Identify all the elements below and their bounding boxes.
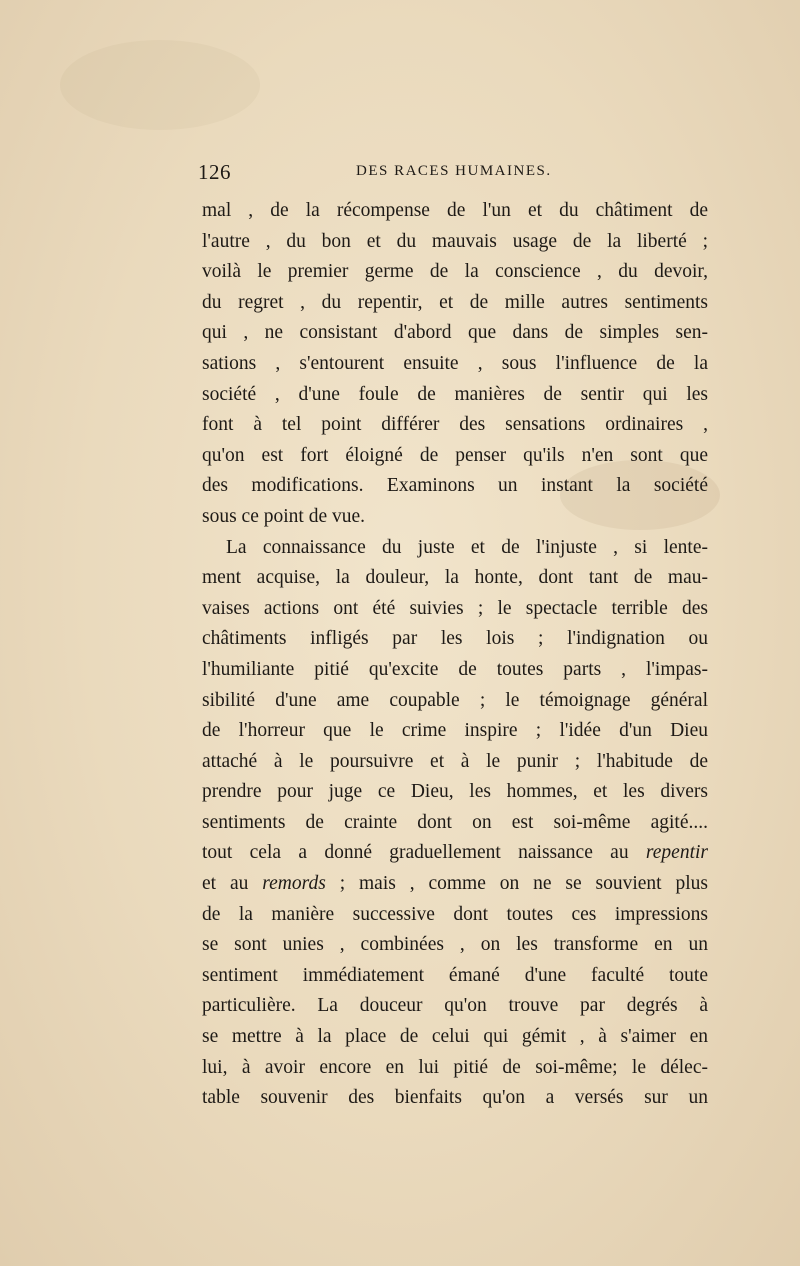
- text-line: ment acquise, la douleur, la honte, dont tant de mau-: [202, 567, 708, 589]
- text-line: sations , s'entourent ensuite , sous l'influence de la: [202, 352, 708, 374]
- text-line-with-italic: [202, 838, 708, 869]
- text-line: de la manière successive dont toutes ces impressions: [202, 903, 708, 925]
- italic-word-repentir: repentir: [645, 842, 708, 864]
- text-line: prendre pour juge ce Dieu, les hommes, et les divers: [202, 781, 708, 803]
- running-head: [198, 160, 708, 188]
- text-line: table souvenir des bienfaits qu'on a versés sur un: [202, 1087, 708, 1109]
- text-line: voilà le premier germe de la conscience , du devoir,: [202, 261, 708, 283]
- body-text: [202, 196, 708, 1114]
- text-line: se mettre à la place de celui qui gémit , à s'aimer en: [202, 1026, 708, 1048]
- italic-word-remords: remords: [262, 873, 326, 895]
- text-line: châtiments infligés par les lois ; l'indignation ou: [202, 628, 708, 650]
- text-line: particulière. La douceur qu'on trouve par degrés à: [202, 995, 708, 1017]
- paragraph-end-line: sous ce point de vue.: [202, 505, 366, 527]
- text-segment: tout cela a donné graduellement naissance au: [202, 842, 646, 864]
- text-line: vaises actions ont été suivies ; le spectacle terrible des: [202, 597, 708, 619]
- paragraph-start-line: La connaissance du juste et de l'injuste , si lente-: [226, 536, 708, 558]
- text-line: sibilité d'une ame coupable ; le témoignage général: [202, 689, 708, 711]
- text-line: se sont unies , combinées , on les transforme en un: [202, 934, 708, 956]
- text-line: qu'on est fort éloigné de penser qu'ils n'en sont que: [202, 444, 708, 466]
- text-line: qui , ne consistant d'abord que dans de simples sen-: [202, 322, 708, 344]
- text-line: lui, à avoir encore en lui pitié de soi-même; le délec-: [202, 1056, 708, 1078]
- text-line: mal , de la récompense de l'un et du châtiment de: [202, 200, 708, 221]
- running-title: DES RACES HUMAINES.: [356, 163, 552, 179]
- text-segment: et au: [202, 873, 263, 895]
- text-line: sentiment immédiatement émané d'une faculté toute: [202, 964, 708, 986]
- text-segment: ; mais , comme on ne se souvient plus: [325, 873, 708, 895]
- page-number: 126: [198, 160, 231, 184]
- text-line: du regret , du repentir, et de mille autres sentiments: [202, 291, 708, 313]
- text-line: l'humiliante pitié qu'excite de toutes parts , l'impas-: [202, 658, 708, 680]
- text-line-with-italic: [202, 869, 708, 900]
- text-line: sentiments de crainte dont on est soi-même agité....: [202, 811, 708, 833]
- text-line: des modifications. Examinons un instant la société: [202, 475, 708, 497]
- text-line: font à tel point différer des sensations ordinaires ,: [202, 414, 708, 436]
- text-line: attaché à le poursuivre et à le punir ; l'habitude de: [202, 750, 708, 772]
- text-line: de l'horreur que le crime inspire ; l'idée d'un Dieu: [202, 720, 708, 742]
- page-stain: [60, 40, 260, 130]
- text-line: société , d'une foule de manières de sentir qui les: [202, 383, 708, 405]
- text-line: l'autre , du bon et du mauvais usage de la liberté ;: [202, 230, 708, 252]
